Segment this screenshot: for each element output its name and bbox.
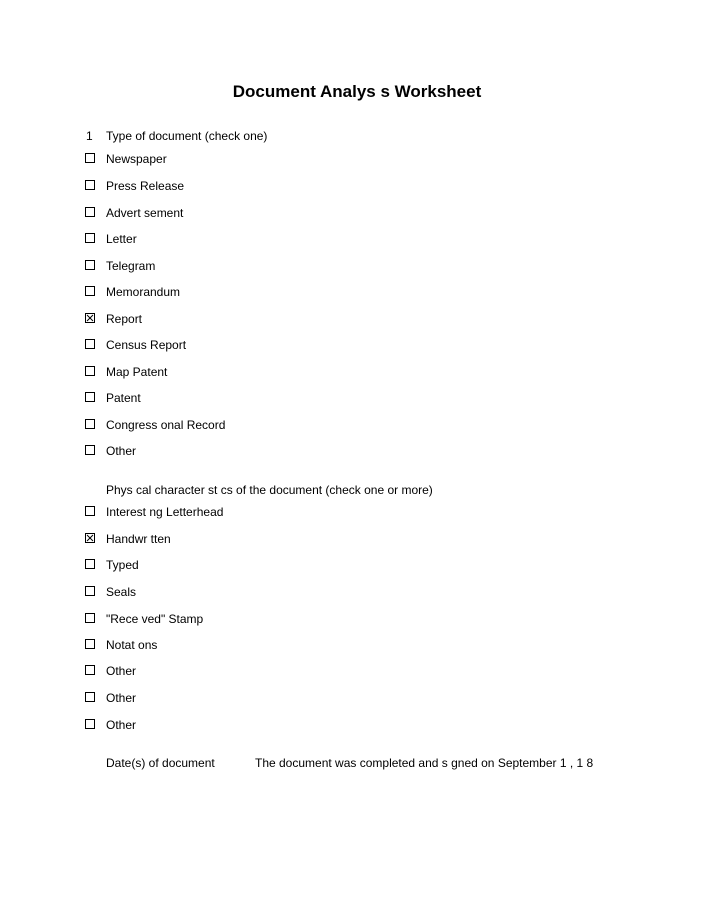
checkbox[interactable] — [85, 506, 95, 516]
option-label: Handwr tten — [106, 532, 171, 546]
checkbox[interactable] — [85, 419, 95, 429]
checkbox[interactable] — [85, 180, 95, 190]
option-label: Report — [106, 312, 143, 326]
checkbox-checked[interactable] — [85, 533, 95, 543]
section1-number: 1 — [86, 129, 93, 143]
option-label: Seals — [106, 585, 137, 599]
checkbox[interactable] — [85, 233, 95, 243]
section2-heading: Phys cal character st cs of the document (check one or more) — [106, 483, 433, 497]
section1-heading: Type of document (check one) — [106, 129, 268, 143]
checkbox[interactable] — [85, 153, 95, 163]
checkbox[interactable] — [85, 207, 95, 217]
checkbox[interactable] — [85, 445, 95, 455]
checkbox[interactable] — [85, 692, 95, 702]
checkbox[interactable] — [85, 366, 95, 376]
option-label: "Rece ved" Stamp — [106, 612, 204, 626]
option-label: Map Patent — [106, 365, 168, 379]
option-label: Other — [106, 444, 137, 458]
checkbox[interactable] — [85, 665, 95, 675]
option-label: Newspaper — [106, 152, 167, 166]
option-label: Census Report — [106, 338, 187, 352]
dates-label: Date(s) of document — [106, 756, 215, 770]
checkbox[interactable] — [85, 719, 95, 729]
check-x-icon — [86, 534, 94, 542]
checkbox-checked[interactable] — [85, 313, 95, 323]
option-label: Telegram — [106, 259, 156, 273]
page-title: Document Analys s Worksheet — [232, 82, 482, 101]
option-label: Other — [106, 664, 137, 678]
checkbox[interactable] — [85, 586, 95, 596]
option-label: Congress onal Record — [106, 418, 226, 432]
checkbox[interactable] — [85, 286, 95, 296]
checkbox[interactable] — [85, 260, 95, 270]
checkbox[interactable] — [85, 392, 95, 402]
option-label: Other — [106, 718, 137, 732]
option-label: Other — [106, 691, 137, 705]
checkbox[interactable] — [85, 639, 95, 649]
option-label: Memorandum — [106, 285, 181, 299]
option-label: Interest ng Letterhead — [106, 505, 224, 519]
checkbox[interactable] — [85, 559, 95, 569]
option-label: Letter — [106, 232, 137, 246]
checkbox[interactable] — [85, 339, 95, 349]
option-label: Press Release — [106, 179, 185, 193]
check-x-icon — [86, 314, 94, 322]
checkbox[interactable] — [85, 613, 95, 623]
option-label: Notat ons — [106, 638, 158, 652]
option-label: Advert sement — [106, 206, 184, 220]
option-label: Typed — [106, 558, 139, 572]
dates-value: The document was completed and s gned on September 1 , 1 8 — [255, 756, 594, 770]
option-label: Patent — [106, 391, 141, 405]
